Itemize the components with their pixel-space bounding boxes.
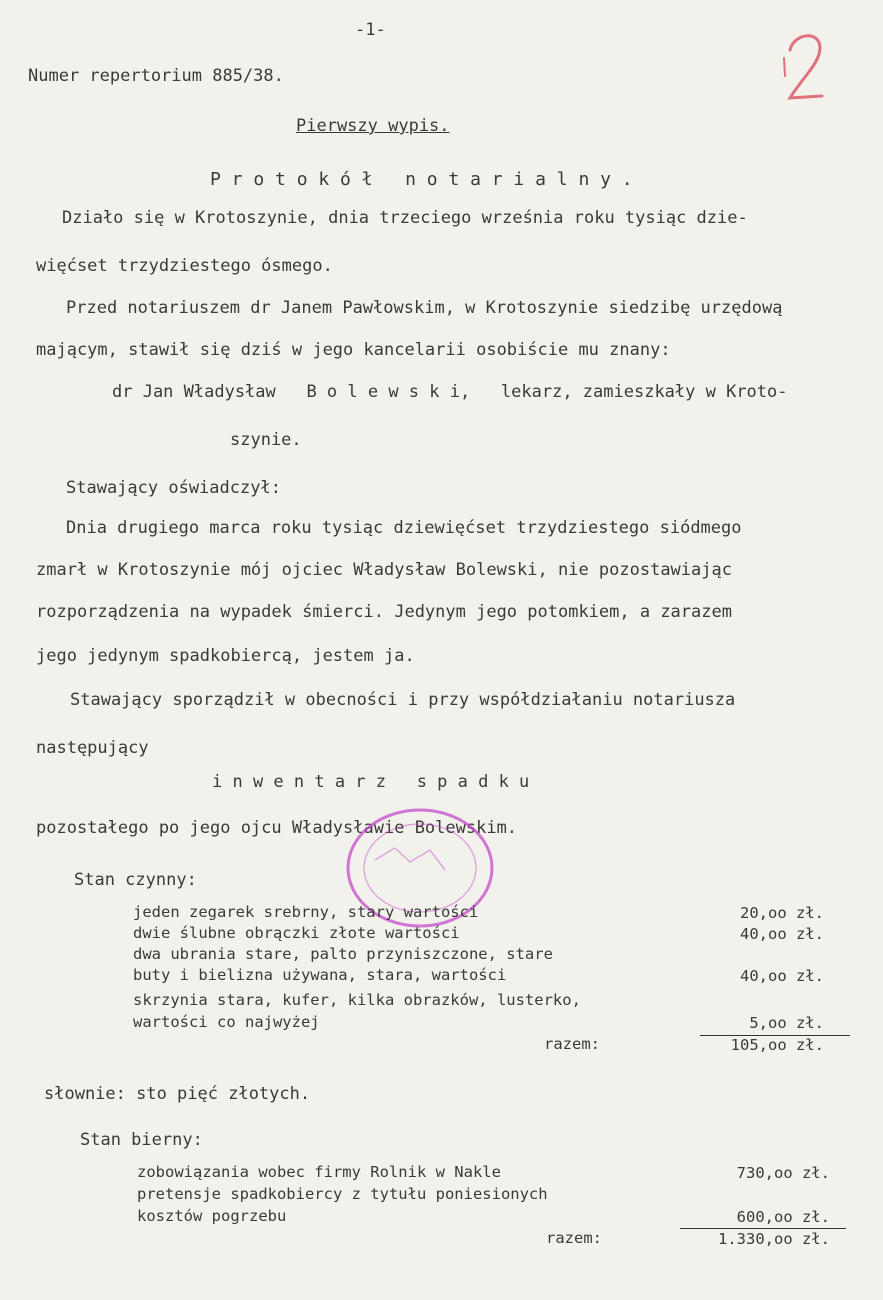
paragraph-2-line-2: mającym, stawił się dziś w jego kancelarii osobiście mu znany:	[36, 340, 671, 360]
paragraph-5-line-4: jego jedynym spadkobiercą, jestem ja.	[36, 646, 415, 666]
assets-total-label: razem:	[544, 1035, 600, 1053]
paragraph-5-line-3: rozporządzenia na wypadek śmierci. Jedynym jego potomkiem, a zarazem	[36, 602, 732, 622]
asset-item-2-value: 40,oo zł.	[740, 925, 824, 943]
liabilities-total-value: 1.330,oo zł.	[718, 1230, 830, 1248]
paragraph-4: Stawający oświadczył:	[66, 478, 281, 498]
asset-item-1-value: 20,oo zł.	[740, 904, 824, 922]
liabilities-sum-rule	[680, 1228, 846, 1229]
paragraph-1-line-2: więćset trzydziestego ósmego.	[36, 256, 333, 276]
paragraph-6-line-1: Stawający sporządził w obecności i przy współdziałaniu notariusza	[70, 690, 736, 710]
asset-item-4-desc-2: wartości co najwyżej	[133, 1013, 320, 1031]
liability-item-2-desc-2: kosztów pogrzebu	[137, 1207, 287, 1225]
asset-item-3-desc-1: dwa ubrania stare, palto przyniszczone, stare	[133, 945, 553, 963]
paragraph-5-line-1: Dnia drugiego marca roku tysiąc dziewięćset trzydziestego siódmego	[66, 518, 742, 538]
inventory-title: i n w e n t a r z s p a d k u	[212, 772, 530, 792]
liability-item-2-desc-1: pretensje spadkobiercy z tytułu poniesionych	[137, 1185, 548, 1203]
assets-total-in-words: słownie: sto pięć złotych.	[44, 1084, 311, 1104]
assets-total-value: 105,oo zł.	[730, 1036, 824, 1054]
paragraph-6-line-2: następujący	[36, 738, 149, 758]
page-number: -1-	[355, 20, 386, 40]
liabilities-heading: Stan bierny:	[80, 1130, 203, 1150]
asset-item-3-value: 40,oo zł.	[740, 967, 824, 985]
liability-item-1-desc: zobowiązania wobec firmy Rolnik w Nakle	[137, 1163, 501, 1181]
liabilities-total-label: razem:	[546, 1229, 602, 1247]
paragraph-2-line-1: Przed notariuszem dr Janem Pawłowskim, w Krotoszynie siedzibę urzędową	[66, 298, 783, 318]
paragraph-1-line-1: Działo się w Krotoszynie, dnia trzeciego września roku tysiąc dzie-	[62, 208, 748, 228]
paragraph-5-line-2: zmarł w Krotoszynie mój ojciec Władysław Bolewski, nie pozostawiając	[36, 560, 732, 580]
asset-item-3-desc-2: buty i bielizna używana, stara, wartości	[133, 966, 507, 984]
liability-item-2-value: 600,oo zł.	[736, 1208, 830, 1226]
handwritten-number-2	[780, 28, 840, 108]
asset-item-2-desc: dwie ślubne obrączki złote wartości	[133, 924, 460, 942]
repertory-number: Numer repertorium 885/38.	[28, 66, 284, 86]
asset-item-4-value: 5,oo zł.	[749, 1014, 824, 1032]
liability-item-1-value: 730,oo zł.	[736, 1164, 830, 1182]
paragraph-3-line-1: dr Jan Władysław B o l e w s k i, lekarz, zamieszkały w Kroto-	[112, 382, 788, 402]
asset-item-1-desc: jeden zegarek srebrny, stary wartości	[133, 903, 479, 921]
asset-item-4-desc-1: skrzynia stara, kufer, kilka obrazków, lusterko,	[133, 991, 581, 1009]
assets-heading: Stan czynny:	[74, 870, 197, 890]
paragraph-8: pozostałego po jego ojcu Władysławie Bolewskim.	[36, 818, 518, 838]
document-title: P r o t o k ó ł n o t a r i a l n y .	[210, 169, 633, 190]
paragraph-3-line-2: szynie.	[230, 430, 302, 450]
copy-title: Pierwszy wypis.	[296, 116, 450, 136]
